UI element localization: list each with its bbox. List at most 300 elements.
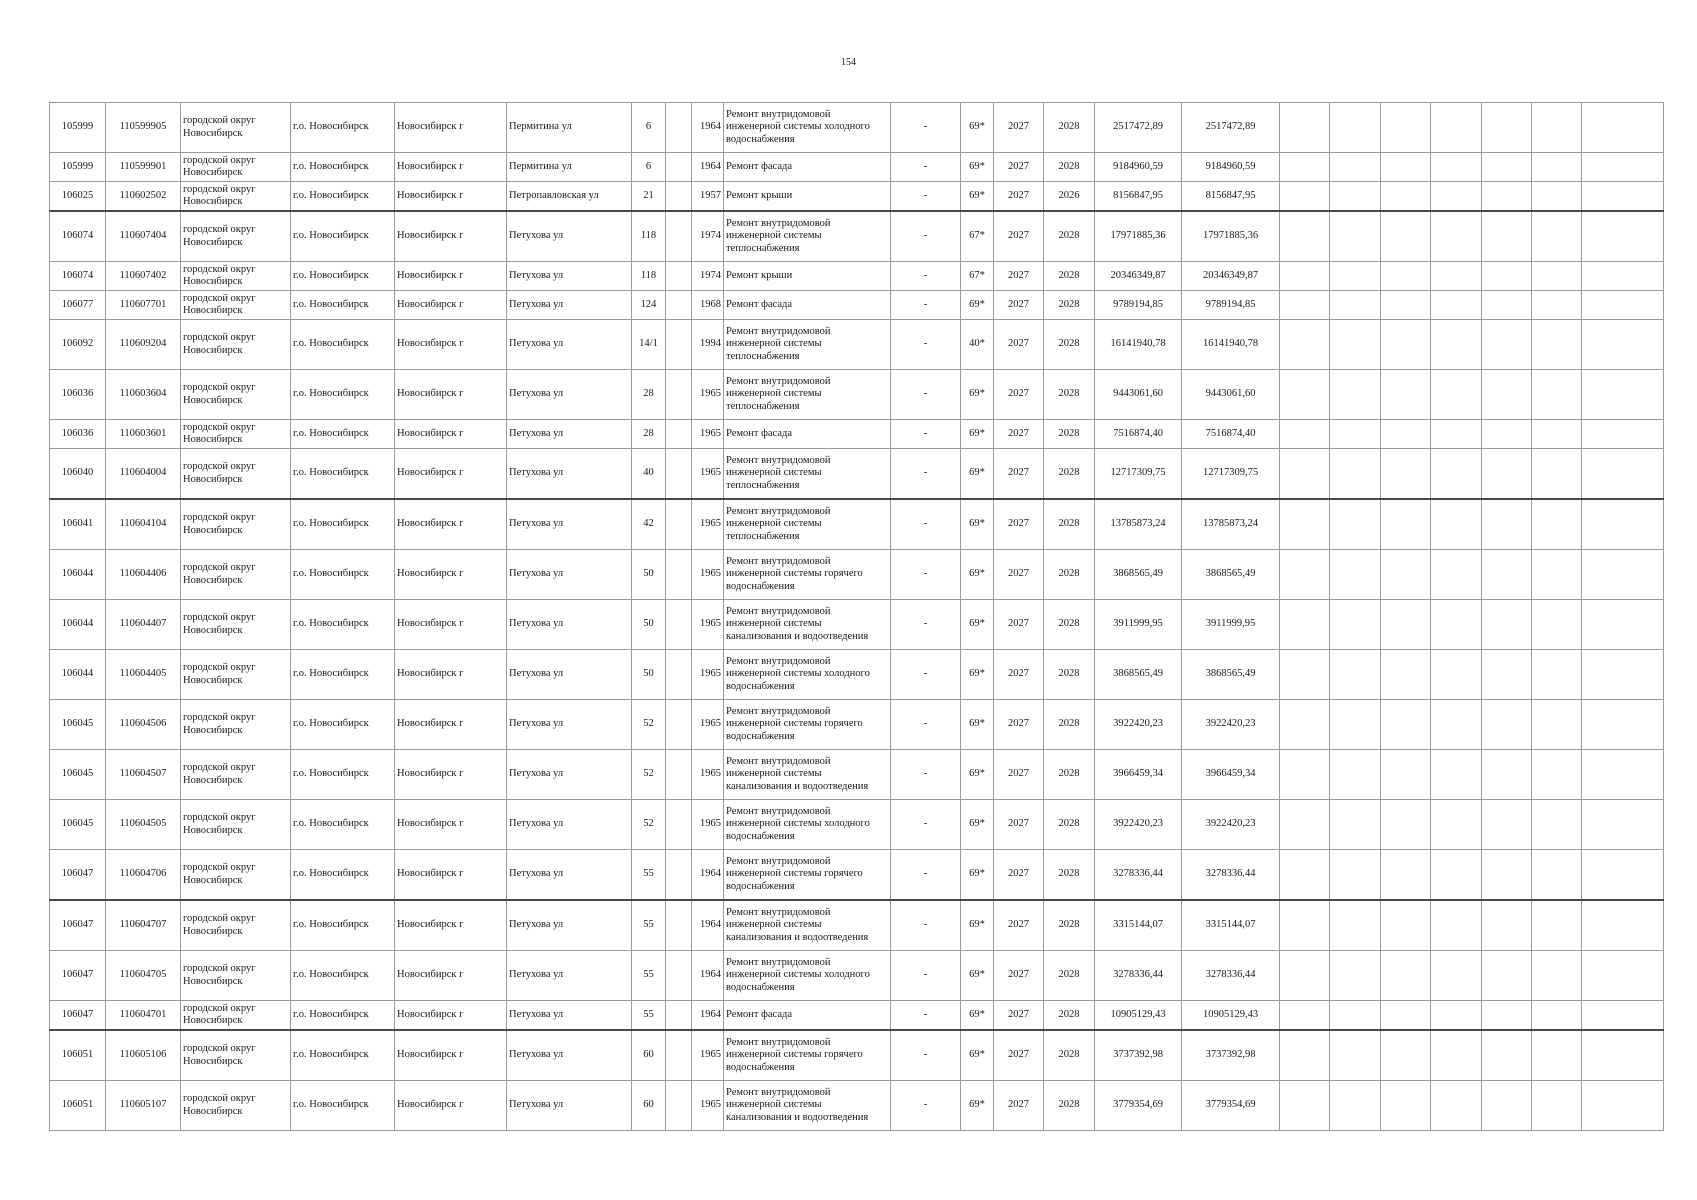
okrug-cell: городской округ Новосибирск xyxy=(181,1081,291,1131)
cost-fund-cell: 3868565,49 xyxy=(1182,550,1280,600)
empty-cell xyxy=(1431,1081,1482,1131)
work-code-cell: 110599905 xyxy=(106,103,181,153)
empty-cell xyxy=(1280,900,1330,951)
completion-year-cell: 2028 xyxy=(1044,320,1095,370)
empty-cell xyxy=(1482,900,1532,951)
cost-total-cell: 3315144,07 xyxy=(1095,900,1182,951)
empty-cell xyxy=(1280,182,1330,212)
okrug-cell: городской округ Новосибирск xyxy=(181,103,291,153)
go-cell: г.о. Новосибирск xyxy=(291,850,395,901)
house-id-cell: 105999 xyxy=(50,153,106,182)
city-cell: Новосибирск г xyxy=(395,420,507,449)
cost-fund-cell: 7516874,40 xyxy=(1182,420,1280,449)
empty-cell xyxy=(1482,370,1532,420)
wear-percent-cell: 40* xyxy=(961,320,994,370)
okrug-cell: городской округ Новосибирск xyxy=(181,900,291,951)
city-cell: Новосибирск г xyxy=(395,550,507,600)
empty-cell xyxy=(1482,449,1532,500)
empty-cell xyxy=(1482,700,1532,750)
cost-fund-cell: 10905129,43 xyxy=(1182,1001,1280,1031)
building-cell xyxy=(666,449,692,500)
dash-cell: - xyxy=(891,420,961,449)
wear-percent-cell: 69* xyxy=(961,420,994,449)
empty-cell xyxy=(1532,700,1582,750)
work-code-cell: 110604506 xyxy=(106,700,181,750)
plan-year-cell: 2027 xyxy=(994,291,1044,320)
city-cell: Новосибирск г xyxy=(395,449,507,500)
okrug-cell: городской округ Новосибирск xyxy=(181,499,291,550)
empty-cell xyxy=(1482,850,1532,901)
empty-cell xyxy=(1431,103,1482,153)
table-row xyxy=(50,320,1664,370)
city-cell: Новосибирск г xyxy=(395,211,507,262)
building-cell xyxy=(666,800,692,850)
go-cell: г.о. Новосибирск xyxy=(291,550,395,600)
city-cell: Новосибирск г xyxy=(395,1001,507,1031)
empty-cell xyxy=(1381,750,1431,800)
building-cell xyxy=(666,650,692,700)
go-cell: г.о. Новосибирск xyxy=(291,750,395,800)
completion-year-cell: 2028 xyxy=(1044,153,1095,182)
cost-fund-cell: 8156847,95 xyxy=(1182,182,1280,212)
cost-fund-cell: 2517472,89 xyxy=(1182,103,1280,153)
house-id-cell: 106044 xyxy=(50,600,106,650)
dash-cell: - xyxy=(891,449,961,500)
empty-cell xyxy=(1330,1001,1381,1031)
empty-cell xyxy=(1482,800,1532,850)
dash-cell: - xyxy=(891,291,961,320)
empty-cell xyxy=(1582,800,1664,850)
house-number-cell: 118 xyxy=(632,262,666,291)
plan-year-cell: 2027 xyxy=(994,153,1044,182)
empty-cell xyxy=(1330,449,1381,500)
completion-year-cell: 2028 xyxy=(1044,700,1095,750)
work-type-cell: Ремонт внутридомовой инженерной системы горячего водоснабжения xyxy=(724,700,891,750)
go-cell: г.о. Новосибирск xyxy=(291,499,395,550)
plan-year-cell: 2027 xyxy=(994,211,1044,262)
house-number-cell: 21 xyxy=(632,182,666,212)
house-number-cell: 6 xyxy=(632,153,666,182)
table-row xyxy=(50,420,1664,449)
city-cell: Новосибирск г xyxy=(395,951,507,1001)
work-type-cell: Ремонт внутридомовой инженерной системы теплоснабжения xyxy=(724,499,891,550)
dash-cell: - xyxy=(891,850,961,901)
completion-year-cell: 2028 xyxy=(1044,1001,1095,1031)
empty-cell xyxy=(1532,800,1582,850)
dash-cell: - xyxy=(891,700,961,750)
completion-year-cell: 2028 xyxy=(1044,499,1095,550)
street-cell: Петухова ул xyxy=(507,320,632,370)
empty-cell xyxy=(1381,449,1431,500)
city-cell: Новосибирск г xyxy=(395,103,507,153)
go-cell: г.о. Новосибирск xyxy=(291,211,395,262)
cost-fund-cell: 3315144,07 xyxy=(1182,900,1280,951)
dash-cell: - xyxy=(891,951,961,1001)
street-cell: Петухова ул xyxy=(507,370,632,420)
empty-cell xyxy=(1582,600,1664,650)
empty-cell xyxy=(1330,600,1381,650)
empty-cell xyxy=(1532,262,1582,291)
house-id-cell: 106077 xyxy=(50,291,106,320)
build-year-cell: 1965 xyxy=(692,800,724,850)
empty-cell xyxy=(1431,1001,1482,1031)
work-type-cell: Ремонт внутридомовой инженерной системы горячего водоснабжения xyxy=(724,850,891,901)
house-number-cell: 52 xyxy=(632,750,666,800)
empty-cell xyxy=(1381,550,1431,600)
work-type-cell: Ремонт фасада xyxy=(724,420,891,449)
work-code-cell: 110604706 xyxy=(106,850,181,901)
house-number-cell: 60 xyxy=(632,1081,666,1131)
empty-cell xyxy=(1280,291,1330,320)
building-cell xyxy=(666,750,692,800)
completion-year-cell: 2028 xyxy=(1044,650,1095,700)
empty-cell xyxy=(1431,550,1482,600)
dash-cell: - xyxy=(891,1030,961,1081)
work-type-cell: Ремонт внутридомовой инженерной системы горячего водоснабжения xyxy=(724,550,891,600)
build-year-cell: 1965 xyxy=(692,1030,724,1081)
wear-percent-cell: 69* xyxy=(961,900,994,951)
wear-percent-cell: 69* xyxy=(961,182,994,212)
empty-cell xyxy=(1582,420,1664,449)
completion-year-cell: 2028 xyxy=(1044,750,1095,800)
completion-year-cell: 2028 xyxy=(1044,550,1095,600)
cost-total-cell: 3737392,98 xyxy=(1095,1030,1182,1081)
table-row xyxy=(50,1081,1664,1131)
street-cell: Петухова ул xyxy=(507,600,632,650)
empty-cell xyxy=(1532,550,1582,600)
empty-cell xyxy=(1431,850,1482,901)
empty-cell xyxy=(1280,800,1330,850)
empty-cell xyxy=(1280,1001,1330,1031)
house-id-cell: 106036 xyxy=(50,370,106,420)
cost-fund-cell: 16141940,78 xyxy=(1182,320,1280,370)
street-cell: Пермитина ул xyxy=(507,103,632,153)
table-row xyxy=(50,750,1664,800)
street-cell: Петухова ул xyxy=(507,1001,632,1031)
table-row xyxy=(50,103,1664,153)
okrug-cell: городской округ Новосибирск xyxy=(181,850,291,901)
empty-cell xyxy=(1381,291,1431,320)
okrug-cell: городской округ Новосибирск xyxy=(181,182,291,212)
cost-total-cell: 7516874,40 xyxy=(1095,420,1182,449)
empty-cell xyxy=(1582,1081,1664,1131)
city-cell: Новосибирск г xyxy=(395,650,507,700)
building-cell xyxy=(666,850,692,901)
city-cell: Новосибирск г xyxy=(395,1030,507,1081)
build-year-cell: 1974 xyxy=(692,211,724,262)
house-number-cell: 60 xyxy=(632,1030,666,1081)
cost-fund-cell: 9789194,85 xyxy=(1182,291,1280,320)
empty-cell xyxy=(1482,499,1532,550)
empty-cell xyxy=(1431,650,1482,700)
build-year-cell: 1965 xyxy=(692,370,724,420)
build-year-cell: 1965 xyxy=(692,550,724,600)
build-year-cell: 1965 xyxy=(692,1081,724,1131)
table-row xyxy=(50,211,1664,262)
building-cell xyxy=(666,1081,692,1131)
wear-percent-cell: 69* xyxy=(961,1081,994,1131)
cost-fund-cell: 3868565,49 xyxy=(1182,650,1280,700)
go-cell: г.о. Новосибирск xyxy=(291,182,395,212)
cost-fund-cell: 3737392,98 xyxy=(1182,1030,1280,1081)
plan-year-cell: 2027 xyxy=(994,370,1044,420)
cost-total-cell: 3922420,23 xyxy=(1095,800,1182,850)
cost-fund-cell: 3922420,23 xyxy=(1182,800,1280,850)
plan-year-cell: 2027 xyxy=(994,550,1044,600)
street-cell: Петропавловская ул xyxy=(507,182,632,212)
empty-cell xyxy=(1532,449,1582,500)
dash-cell: - xyxy=(891,1001,961,1031)
dash-cell: - xyxy=(891,320,961,370)
build-year-cell: 1964 xyxy=(692,1001,724,1031)
go-cell: г.о. Новосибирск xyxy=(291,951,395,1001)
go-cell: г.о. Новосибирск xyxy=(291,700,395,750)
cost-fund-cell: 12717309,75 xyxy=(1182,449,1280,500)
cost-total-cell: 3922420,23 xyxy=(1095,700,1182,750)
empty-cell xyxy=(1532,420,1582,449)
completion-year-cell: 2028 xyxy=(1044,850,1095,901)
empty-cell xyxy=(1330,153,1381,182)
okrug-cell: городской округ Новосибирск xyxy=(181,291,291,320)
building-cell xyxy=(666,951,692,1001)
dash-cell: - xyxy=(891,650,961,700)
go-cell: г.о. Новосибирск xyxy=(291,420,395,449)
completion-year-cell: 2028 xyxy=(1044,420,1095,449)
work-type-cell: Ремонт внутридомовой инженерной системы канализования и водоотведения xyxy=(724,1081,891,1131)
dash-cell: - xyxy=(891,900,961,951)
empty-cell xyxy=(1532,291,1582,320)
go-cell: г.о. Новосибирск xyxy=(291,1081,395,1131)
go-cell: г.о. Новосибирск xyxy=(291,370,395,420)
empty-cell xyxy=(1280,700,1330,750)
build-year-cell: 1964 xyxy=(692,900,724,951)
go-cell: г.о. Новосибирск xyxy=(291,1030,395,1081)
empty-cell xyxy=(1381,850,1431,901)
work-code-cell: 110604705 xyxy=(106,951,181,1001)
cost-fund-cell: 9443061,60 xyxy=(1182,370,1280,420)
work-code-cell: 110604505 xyxy=(106,800,181,850)
cost-total-cell: 16141940,78 xyxy=(1095,320,1182,370)
okrug-cell: городской округ Новосибирск xyxy=(181,650,291,700)
wear-percent-cell: 69* xyxy=(961,291,994,320)
empty-cell xyxy=(1532,600,1582,650)
empty-cell xyxy=(1280,1030,1330,1081)
empty-cell xyxy=(1482,951,1532,1001)
empty-cell xyxy=(1330,900,1381,951)
work-code-cell: 110602502 xyxy=(106,182,181,212)
house-id-cell: 106047 xyxy=(50,951,106,1001)
empty-cell xyxy=(1482,262,1532,291)
building-cell xyxy=(666,320,692,370)
city-cell: Новосибирск г xyxy=(395,153,507,182)
completion-year-cell: 2028 xyxy=(1044,1030,1095,1081)
empty-cell xyxy=(1532,1030,1582,1081)
house-number-cell: 42 xyxy=(632,499,666,550)
empty-cell xyxy=(1280,850,1330,901)
street-cell: Петухова ул xyxy=(507,750,632,800)
cost-total-cell: 3278336,44 xyxy=(1095,850,1182,901)
empty-cell xyxy=(1381,370,1431,420)
completion-year-cell: 2028 xyxy=(1044,951,1095,1001)
city-cell: Новосибирск г xyxy=(395,1081,507,1131)
plan-year-cell: 2027 xyxy=(994,320,1044,370)
work-type-cell: Ремонт внутридомовой инженерной системы канализования и водоотведения xyxy=(724,600,891,650)
empty-cell xyxy=(1330,182,1381,212)
work-type-cell: Ремонт внутридомовой инженерной системы холодного водоснабжения xyxy=(724,650,891,700)
empty-cell xyxy=(1330,320,1381,370)
plan-year-cell: 2027 xyxy=(994,1001,1044,1031)
cost-total-cell: 3868565,49 xyxy=(1095,550,1182,600)
street-cell: Петухова ул xyxy=(507,1081,632,1131)
completion-year-cell: 2028 xyxy=(1044,291,1095,320)
empty-cell xyxy=(1582,1001,1664,1031)
okrug-cell: городской округ Новосибирск xyxy=(181,449,291,500)
empty-cell xyxy=(1381,951,1431,1001)
empty-cell xyxy=(1582,750,1664,800)
street-cell: Пермитина ул xyxy=(507,153,632,182)
empty-cell xyxy=(1280,750,1330,800)
empty-cell xyxy=(1280,600,1330,650)
empty-cell xyxy=(1431,182,1482,212)
go-cell: г.о. Новосибирск xyxy=(291,320,395,370)
okrug-cell: городской округ Новосибирск xyxy=(181,370,291,420)
completion-year-cell: 2028 xyxy=(1044,103,1095,153)
street-cell: Петухова ул xyxy=(507,951,632,1001)
plan-year-cell: 2027 xyxy=(994,1030,1044,1081)
work-code-cell: 110607402 xyxy=(106,262,181,291)
work-type-cell: Ремонт фасада xyxy=(724,291,891,320)
building-cell xyxy=(666,550,692,600)
empty-cell xyxy=(1330,1030,1381,1081)
work-code-cell: 110607404 xyxy=(106,211,181,262)
plan-year-cell: 2027 xyxy=(994,850,1044,901)
plan-year-cell: 2027 xyxy=(994,499,1044,550)
go-cell: г.о. Новосибирск xyxy=(291,153,395,182)
empty-cell xyxy=(1582,370,1664,420)
cost-total-cell: 3779354,69 xyxy=(1095,1081,1182,1131)
build-year-cell: 1965 xyxy=(692,700,724,750)
wear-percent-cell: 69* xyxy=(961,550,994,600)
house-id-cell: 106051 xyxy=(50,1030,106,1081)
empty-cell xyxy=(1280,1081,1330,1131)
build-year-cell: 1965 xyxy=(692,650,724,700)
wear-percent-cell: 69* xyxy=(961,700,994,750)
wear-percent-cell: 69* xyxy=(961,800,994,850)
build-year-cell: 1964 xyxy=(692,103,724,153)
city-cell: Новосибирск г xyxy=(395,750,507,800)
cost-total-cell: 17971885,36 xyxy=(1095,211,1182,262)
street-cell: Петухова ул xyxy=(507,550,632,600)
go-cell: г.о. Новосибирск xyxy=(291,103,395,153)
work-type-cell: Ремонт внутридомовой инженерной системы холодного водоснабжения xyxy=(724,951,891,1001)
empty-cell xyxy=(1582,700,1664,750)
house-number-cell: 52 xyxy=(632,700,666,750)
empty-cell xyxy=(1381,499,1431,550)
empty-cell xyxy=(1482,600,1532,650)
empty-cell xyxy=(1330,800,1381,850)
house-id-cell: 106045 xyxy=(50,700,106,750)
cost-fund-cell: 9184960,59 xyxy=(1182,153,1280,182)
plan-year-cell: 2027 xyxy=(994,103,1044,153)
building-cell xyxy=(666,153,692,182)
empty-cell xyxy=(1431,900,1482,951)
house-number-cell: 28 xyxy=(632,420,666,449)
table-row xyxy=(50,900,1664,951)
plan-year-cell: 2027 xyxy=(994,750,1044,800)
empty-cell xyxy=(1532,103,1582,153)
table-row xyxy=(50,951,1664,1001)
empty-cell xyxy=(1381,900,1431,951)
empty-cell xyxy=(1482,550,1532,600)
empty-cell xyxy=(1582,850,1664,901)
house-id-cell: 106092 xyxy=(50,320,106,370)
plan-year-cell: 2027 xyxy=(994,420,1044,449)
cost-total-cell: 12717309,75 xyxy=(1095,449,1182,500)
go-cell: г.о. Новосибирск xyxy=(291,900,395,951)
wear-percent-cell: 69* xyxy=(961,951,994,1001)
empty-cell xyxy=(1280,320,1330,370)
wear-percent-cell: 69* xyxy=(961,449,994,500)
table-body xyxy=(50,103,1664,1131)
empty-cell xyxy=(1431,700,1482,750)
empty-cell xyxy=(1330,1081,1381,1131)
okrug-cell: городской округ Новосибирск xyxy=(181,800,291,850)
table-row xyxy=(50,850,1664,901)
empty-cell xyxy=(1582,650,1664,700)
go-cell: г.о. Новосибирск xyxy=(291,262,395,291)
work-code-cell: 110609204 xyxy=(106,320,181,370)
empty-cell xyxy=(1431,211,1482,262)
house-number-cell: 50 xyxy=(632,600,666,650)
city-cell: Новосибирск г xyxy=(395,850,507,901)
okrug-cell: городской округ Новосибирск xyxy=(181,320,291,370)
empty-cell xyxy=(1431,449,1482,500)
cost-total-cell: 3868565,49 xyxy=(1095,650,1182,700)
house-id-cell: 106074 xyxy=(50,211,106,262)
cost-total-cell: 2517472,89 xyxy=(1095,103,1182,153)
empty-cell xyxy=(1532,153,1582,182)
street-cell: Петухова ул xyxy=(507,1030,632,1081)
building-cell xyxy=(666,700,692,750)
building-cell xyxy=(666,182,692,212)
empty-cell xyxy=(1431,499,1482,550)
empty-cell xyxy=(1330,499,1381,550)
work-code-cell: 110604406 xyxy=(106,550,181,600)
empty-cell xyxy=(1582,550,1664,600)
building-cell xyxy=(666,1030,692,1081)
empty-cell xyxy=(1582,320,1664,370)
empty-cell xyxy=(1482,211,1532,262)
table-row xyxy=(50,370,1664,420)
street-cell: Петухова ул xyxy=(507,499,632,550)
house-number-cell: 55 xyxy=(632,951,666,1001)
dash-cell: - xyxy=(891,370,961,420)
house-number-cell: 50 xyxy=(632,550,666,600)
house-number-cell: 55 xyxy=(632,900,666,951)
empty-cell xyxy=(1532,951,1582,1001)
empty-cell xyxy=(1431,370,1482,420)
empty-cell xyxy=(1482,320,1532,370)
wear-percent-cell: 67* xyxy=(961,211,994,262)
table-row xyxy=(50,291,1664,320)
empty-cell xyxy=(1330,550,1381,600)
cost-fund-cell: 13785873,24 xyxy=(1182,499,1280,550)
empty-cell xyxy=(1381,262,1431,291)
work-type-cell: Ремонт крыши xyxy=(724,182,891,212)
go-cell: г.о. Новосибирск xyxy=(291,291,395,320)
completion-year-cell: 2026 xyxy=(1044,182,1095,212)
work-code-cell: 110604507 xyxy=(106,750,181,800)
